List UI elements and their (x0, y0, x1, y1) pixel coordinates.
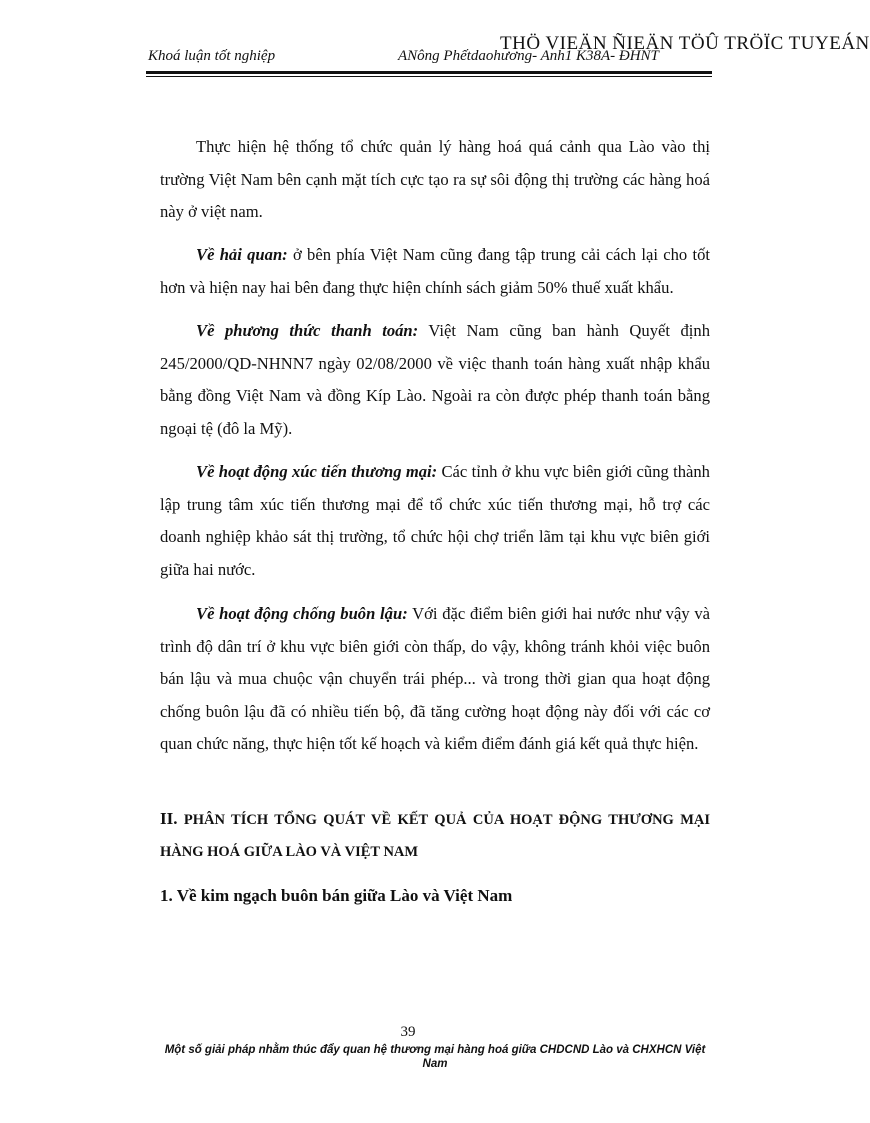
page-number: 39 (400, 1024, 416, 1040)
paragraph-intro (160, 131, 710, 229)
paragraph-body: Thực hiện hệ thống tổ chức quản lý hàng hoá quá cảnh qua Lào vào thị trường Việt Nam bên cạnh mặt tích cực tạo ra sự sôi động thị trường các hàng hoá này ở việt nam. (160, 137, 710, 221)
paragraph-body: Việt Nam cũng ban hành Quyết định 245/2000/QD-NHNN7 ngày 02/08/2000 về việc thanh toán hàng xuất nhập khẩu bằng đồng Việt Nam và đồng Kíp Lào. Ngoài ra còn được phép thanh toán bằng ngoại tệ (đô la Mỹ). (160, 321, 711, 438)
header-rule-thin (146, 76, 712, 77)
sub-heading: 1. Về kim ngạch buôn bán giữa Lào và Việt Nam (160, 886, 513, 905)
header-rule-thick (146, 71, 712, 74)
paragraph-lead: Về hoạt động chống buôn lậu: (196, 604, 408, 623)
section-heading (160, 803, 710, 868)
section-numeral: II. (160, 809, 178, 828)
paragraph-body: Các tỉnh ở khu vực biên giới cũng thành lập trung tâm xúc tiến thương mại để tổ chức xúc tiến thương mại, hỗ trợ các doanh nghiệp khảo sát thị trường, tổ chức hội chợ triển lãm tại khu vực biên giới giữa hai nước. (160, 462, 710, 579)
paragraph-lead: Về hải quan: (196, 245, 288, 264)
header-author: ANông Phếtdaohương- Anh1 K38A- ĐHNT (398, 48, 659, 64)
header-watermark: THÖ VIEÄN ÑIEÄN TÖÛ TRÖÏC TUYEÁN (500, 33, 870, 54)
paragraph-trade-promotion (160, 456, 710, 586)
paragraph-anti-smuggling (160, 598, 710, 761)
paragraph-payment (160, 315, 710, 445)
paragraph-lead: Về hoạt động xúc tiến thương mại: (196, 462, 438, 481)
paragraph-body: Với đặc điểm biên giới hai nước như vậy và trình độ dân trí ở khu vực biên giới còn thấp, do vậy, không tránh khỏi việc buôn bán lậu và mua chuộc vận chuyển trái phép... và trong thời gian qua hoạt động chống buôn lậu đã có nhiều tiến bộ, đã tăng cường hoạt động này đối với các cơ quan chức năng, thực hiện tốt kế hoạch và kiểm điểm đánh giá kết quả thực hiện. (160, 604, 710, 753)
section-title-text: PHÂN TÍCH TỔNG QUÁT VỀ KẾT QUẢ CỦA HOẠT ĐỘNG THƯƠNG MẠI HÀNG HOÁ GIỮA LÀO VÀ VIỆT NAM (160, 812, 710, 860)
paragraph-lead: Về phương thức thanh toán: (196, 321, 419, 340)
paragraph-body: ở bên phía Việt Nam cũng đang tập trung cải cách lại cho tốt hơn và hiện nay hai bên đang thực hiện chính sách giảm 50% thuế xuất khẩu. (160, 245, 710, 297)
footer-text: Một số giải pháp nhằm thúc đẩy quan hệ thương mại hàng hoá giữa CHDCND Lào và CHXHCN Việt Nam (164, 1044, 706, 1070)
paragraph-customs (160, 239, 710, 304)
header-title: Khoá luận tốt nghiệp (148, 48, 276, 64)
